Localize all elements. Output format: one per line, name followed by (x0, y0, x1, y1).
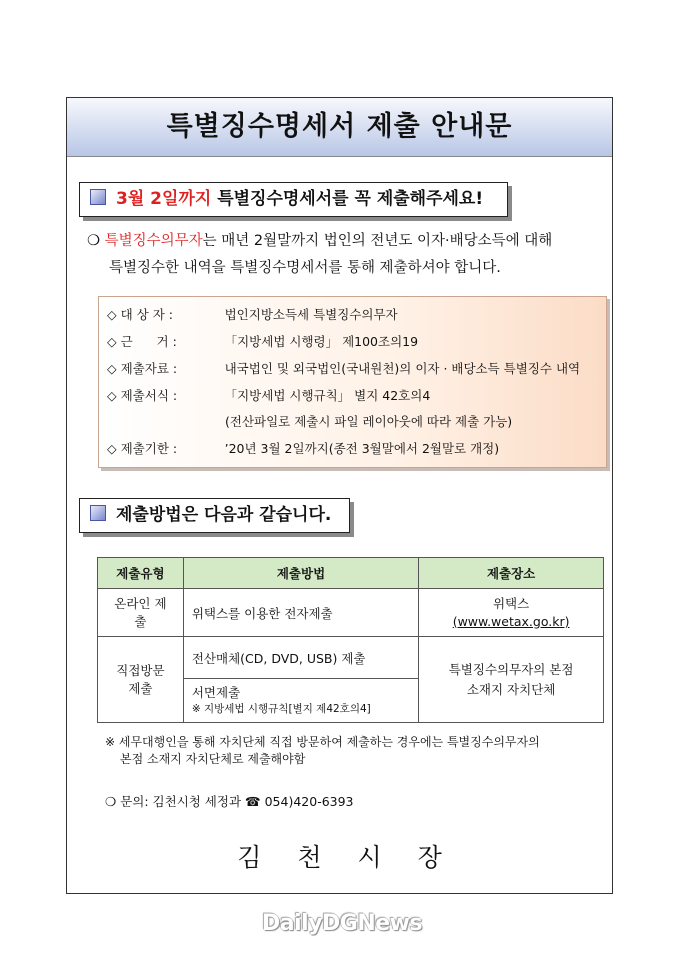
circle-bullet-icon: ❍ (105, 794, 117, 809)
info-value: ’20년 3월 2일까지(종전 3월말에서 2월말로 개정) (224, 441, 500, 456)
written-submission: 서면제출 (191, 684, 241, 700)
inquiry-line (105, 792, 354, 810)
section-method-header (79, 498, 350, 533)
mayor-char: 천 (297, 843, 322, 872)
section-deadline-header (79, 182, 508, 217)
info-label: 제출기한 : (120, 441, 178, 456)
table-row-online (98, 589, 604, 637)
info-value: 내국법인 및 외국법인(국내원천)의 이자 · 배당소득 특별징수 내역 (224, 361, 581, 376)
diamond-bullet-icon: ◇ (107, 334, 117, 349)
visit-place-line1: 특별징수의무자의 본점 (448, 661, 574, 677)
watermark-logo: DailyDGNews (262, 911, 423, 936)
online-place-cell (419, 589, 604, 637)
inquiry-phone: 054)420-6393 (264, 794, 354, 809)
method-heading: 제출방법은 다음과 같습니다. (116, 505, 332, 525)
written-submission-note: ※ 지방세법 시행규칙[별지 제42호의4] (191, 702, 371, 715)
intro-line2: 특별징수한 내역을 특별징수명세서를 통해 제출하셔야 합니다. (109, 260, 501, 276)
header-type: 제출유형 (98, 558, 184, 589)
online-type-cell: 온라인 제출 (98, 589, 184, 637)
deadline-message: 특별징수명세서를 꼭 제출해주세요! (217, 189, 484, 209)
visit-method-media-cell: 전산매체(CD, DVD, USB) 제출 (183, 637, 418, 679)
submission-method-table (97, 557, 604, 723)
mayor-char: 시 (357, 843, 382, 872)
intro-line1: 는 매년 2월말까지 법인의 전년도 이자·배당소득에 대해 (202, 233, 553, 249)
square-bullet-icon (90, 189, 106, 205)
mayor-signature (67, 838, 612, 874)
info-label: 제출자료 : (120, 361, 178, 376)
diamond-bullet-icon: ◇ (107, 388, 117, 403)
header-place: 제출장소 (419, 558, 604, 589)
info-row (107, 359, 580, 377)
square-bullet-icon (90, 505, 106, 521)
info-value: 「지방세법 시행령」 제100조의19 (224, 334, 419, 349)
visit-type-cell: 직접방문 제출 (98, 637, 184, 723)
info-value: 법인지방소득세 특별징수의무자 (224, 307, 398, 322)
visit-place-line2: 소재지 자치단체 (466, 681, 556, 697)
visit-place-cell (419, 637, 604, 723)
deadline-highlight: 3월 2일까지 (116, 189, 212, 209)
info-row (107, 386, 430, 404)
info-row (107, 305, 398, 323)
info-box (98, 296, 607, 468)
diamond-bullet-icon: ◇ (107, 361, 117, 376)
visit-method-written-cell (183, 679, 418, 723)
info-label: 대 상 자 : (120, 307, 173, 322)
info-label: 제출서식 : (120, 388, 178, 403)
intro-highlight: 특별징수의무자 (104, 233, 203, 249)
table-header-row (98, 558, 604, 589)
diamond-bullet-icon: ◇ (107, 307, 117, 322)
online-method-cell: 위택스를 이용한 전자제출 (183, 589, 418, 637)
phone-icon: ☎ (245, 794, 261, 809)
circle-bullet-icon: ❍ (87, 233, 100, 249)
info-label: 근 거 : (120, 334, 177, 349)
mayor-char: 김 (237, 843, 262, 872)
intro-paragraph (87, 228, 607, 282)
info-sub-note: (전산파일로 제출시 파일 레이아웃에 따라 제출 가능) (225, 414, 513, 429)
inquiry-text: 문의: 김천시청 세정과 (120, 794, 242, 809)
notice-line2: 본점 소재지 자치단체로 제출해야함 (120, 752, 306, 766)
info-row (107, 439, 499, 457)
header-method: 제출방법 (183, 558, 418, 589)
mayor-char: 장 (417, 843, 442, 872)
wetax-link[interactable]: (www.wetax.go.kr) (452, 613, 570, 629)
diamond-bullet-icon: ◇ (107, 441, 117, 456)
notice-line1: ※ 세무대행인을 통해 자치단체 직접 방문하여 제출하는 경우에는 특별징수의무자의 (105, 735, 540, 749)
page-title: 특별징수명세서 제출 안내문 (67, 98, 612, 157)
table-row-visit (98, 637, 604, 679)
info-row (107, 332, 418, 350)
info-value: 「지방세법 시행규칙」 별지 42호의4 (224, 388, 431, 403)
online-place-name: 위택스 (492, 595, 530, 611)
notice-document (66, 97, 613, 894)
